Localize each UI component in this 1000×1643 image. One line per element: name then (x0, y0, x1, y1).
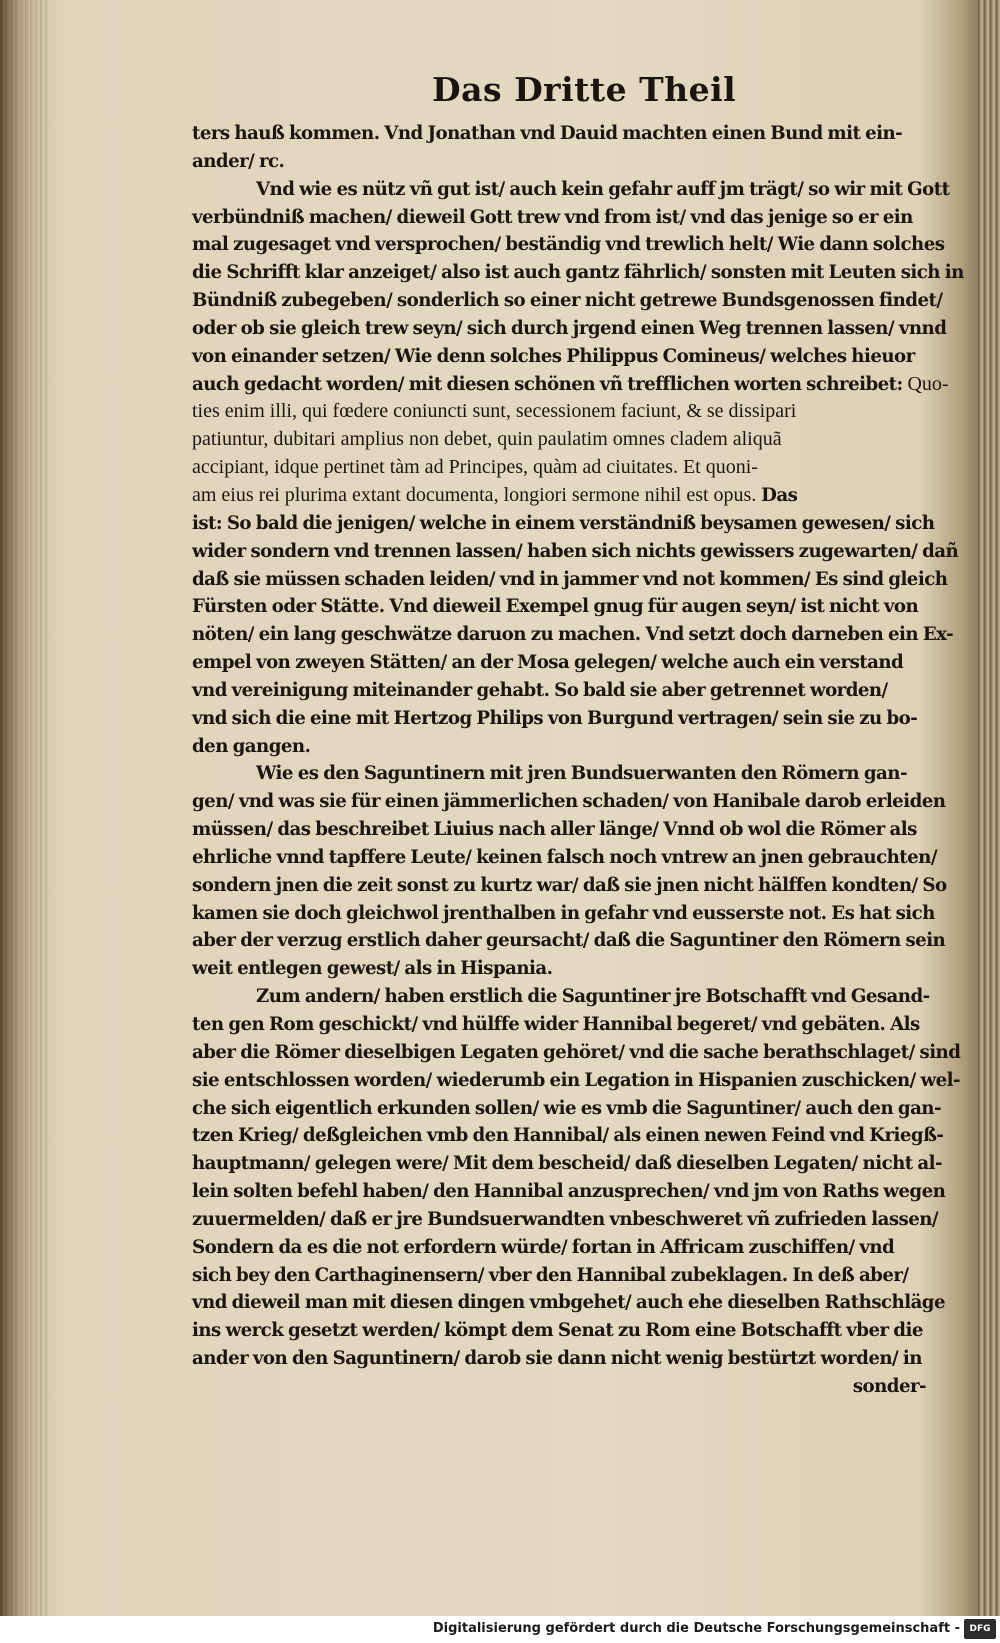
latin-text: accipiant, idque pertinet tàm ad Principes, quàm ad ciuitates. Et quoni- (192, 456, 758, 479)
fraktur-text: nöten/ ein lang geschwätze daruon zu machen. Vnd setzt doch darneben ein Ex- (192, 624, 954, 646)
text-line (192, 1178, 946, 1206)
fraktur-text: vnd dieweil man mit diesen dingen vmbgehet/ auch ehe dieselben Rathschläge (192, 1292, 945, 1314)
fraktur-text: wider sondern vnd trennen lassen/ haben sich nichts gewissers zugewarten/ dañ (192, 540, 959, 562)
text-line (192, 120, 926, 148)
text-line (192, 1345, 926, 1373)
text-line (192, 231, 945, 259)
text-line (192, 426, 926, 454)
fraktur-text: Sondern da es die not erfordern würde/ fortan in Affricam zuschiffen/ vnd (192, 1236, 895, 1258)
fraktur-text: auch gedacht worden/ mit diesen schönen vñ trefflichen worten schreibet: (192, 373, 903, 395)
text-line (192, 983, 930, 1011)
text-line (192, 1373, 926, 1401)
text-line (192, 955, 926, 983)
text-line (192, 566, 948, 594)
text-line (192, 1317, 926, 1345)
text-line (192, 760, 926, 788)
fraktur-text: ehrliche vnnd tapffere Leute/ keinen falsch noch vntrew an jnen gebrauchten/ (192, 846, 937, 868)
fraktur-text: lein solten befehl haben/ den Hannibal anzusprechen/ vnd jm von Raths wegen (192, 1181, 946, 1203)
text-line (192, 788, 946, 816)
fraktur-text: die Schrifft klar anzeiget/ also ist auch gantz fährlich/ sonsten mit Leuten sich in (192, 262, 964, 284)
text-line (192, 538, 959, 566)
fraktur-text: che sich eigentlich erkunden sollen/ wie es vmb die Saguntiner/ auch den gan- (192, 1097, 941, 1119)
fraktur-text: zuuermelden/ daß er jre Bundsuerwandten vnbeschweret vñ zufrieden lassen/ (192, 1208, 938, 1230)
text-line (192, 315, 947, 343)
text-line (192, 1206, 938, 1234)
latin-text: am eius rei plurima extant documenta, longiori sermone nihil est opus. (192, 483, 757, 506)
fraktur-text: sie entschlossen worden/ wiederumb ein Legation in Hispanien zuschicken/ wel- (192, 1069, 961, 1091)
latin-text: ties enim illi, qui fœdere coniuncti sunt, secessionem faciunt, & se dissipari (192, 400, 797, 423)
fraktur-text: müssen/ das beschreibet Liuius nach aller länge/ Vnnd ob wol die Römer als (192, 819, 917, 841)
fraktur-text: kamen sie doch gleichwol jrenthalben in gefahr vnd eusserste not. Es hat sich (192, 902, 935, 924)
fraktur-text: gen/ vnd was sie für einen jämmerlichen schaden/ von Hanibale darob erleiden (192, 791, 946, 813)
fraktur-text: ist: So bald die jenigen/ welche in einem verständniß beysamen gewesen/ sich (192, 512, 935, 534)
latin-text: Quo- (907, 372, 949, 395)
text-line (192, 649, 926, 677)
funding-credit: Digitalisierung gefördert durch die Deutsche Forschungsgemeinschaft - (432, 1621, 960, 1636)
fraktur-text: oder ob sie gleich trew seyn/ sich durch jrgend einen Weg trennen lassen/ vnnd (192, 317, 947, 339)
fraktur-text: vnd vereinigung miteinander gehabt. So bald sie aber getrennet worden/ (192, 679, 888, 701)
text-line (192, 1039, 961, 1067)
fraktur-text: tzen Krieg/ deßgleichen vmb den Hannibal/ als einen newen Feind vnd Kriegß- (192, 1125, 944, 1147)
fraktur-text: weit entlegen gewest/ als in Hispania. (192, 958, 553, 980)
fraktur-text: empel von zweyen Stätten/ an der Mosa gelegen/ welche auch ein verstand (192, 652, 904, 674)
running-head: Das Dritte Theil (432, 70, 737, 109)
text-line (192, 1011, 926, 1039)
text-line (192, 482, 926, 510)
fraktur-text: Bündniß zubegeben/ sonderlich so einer nicht getrewe Bundsgenossen findet/ (192, 290, 943, 312)
text-line (192, 1150, 943, 1178)
dfg-logo-text: DFG (969, 1624, 991, 1634)
text-line (192, 1262, 926, 1290)
fraktur-text: Wie es den Saguntinern mit jren Bundsuerwanten den Römern gan- (256, 763, 907, 785)
text-line (192, 621, 954, 649)
text-line (192, 1234, 926, 1262)
text-line (192, 844, 937, 872)
text-line (192, 176, 950, 204)
text-line (192, 287, 943, 315)
text-line (192, 510, 935, 538)
text-line (192, 816, 926, 844)
fraktur-text: sonder- (852, 1375, 926, 1397)
fraktur-text: daß sie müssen schaden leiden/ vnd in jammer vnd not kommen/ Es sind gleich (192, 568, 948, 590)
text-line (192, 204, 926, 232)
fraktur-text: Vnd wie es nütz vñ gut ist/ auch kein gefahr auff jm trägt/ so wir mit Gott (256, 178, 950, 200)
page-content (192, 70, 964, 1410)
fraktur-text: sondern jnen die zeit sonst zu kurtz war/ daß sie jnen nicht hälffen kondten/ So (192, 874, 947, 896)
text-line (192, 148, 926, 176)
fraktur-text: sich bey den Carthaginensern/ vber den Hannibal zubeklagen. In deß aber/ (192, 1264, 909, 1286)
fraktur-text: ander/ rc. (192, 150, 285, 172)
fraktur-text: aber die Römer dieselbigen Legaten gehöret/ vnd die sache berathschlaget/ sind (192, 1041, 961, 1063)
text-line (192, 1122, 944, 1150)
binding-gutter (0, 0, 48, 1616)
fraktur-text: von einander setzen/ Wie denn solches Philippus Comineus/ welches hieuor (192, 345, 915, 367)
fraktur-text: Zum andern/ haben erstlich die Saguntiner jre Botschafft vnd Gesand- (256, 986, 930, 1008)
text-line (192, 398, 926, 426)
fraktur-text: mal zugesaget vnd versprochen/ beständig vnd trewlich helt/ Wie dann solches (192, 234, 945, 256)
fraktur-text: den gangen. (192, 735, 311, 757)
fraktur-text: ander von den Saguntinern/ darob sie dann nicht wenig bestürtzt worden/ in (192, 1348, 922, 1370)
fraktur-text: vnd sich die eine mit Hertzog Philips von Burgund vertragen/ sein sie zu bo- (192, 707, 918, 729)
text-line (192, 733, 926, 761)
page-edges (978, 0, 1000, 1616)
text-line (192, 343, 926, 371)
text-line (192, 259, 964, 287)
footer-bar (0, 1616, 1000, 1643)
text-line (192, 1067, 961, 1095)
text-line (192, 872, 947, 900)
fraktur-text: aber der verzug erstlich daher geursacht/ daß die Saguntiner den Römern sein (192, 930, 946, 952)
fraktur-text: ters hauß kommen. Vnd Jonathan vnd Dauid machten einen Bund mit ein- (192, 123, 903, 144)
text-line (192, 1289, 945, 1317)
latin-text: patiuntur, dubitari amplius non debet, quin paulatim omnes cladem aliquã (192, 428, 782, 451)
fraktur-text: ten gen Rom geschickt/ vnd hülffe wider Hannibal begeret/ vnd gebäten. Als (192, 1014, 920, 1035)
body-text (192, 120, 964, 1401)
text-line (192, 705, 926, 733)
text-line (192, 677, 926, 705)
text-line (192, 900, 935, 928)
text-line (192, 927, 946, 955)
text-line (192, 454, 926, 482)
fraktur-text: Das (761, 484, 798, 506)
fraktur-text: verbündniß machen/ dieweil Gott trew vnd from ist/ vnd das jenige so er ein (192, 206, 913, 228)
text-line (192, 593, 926, 621)
fraktur-text: Fürsten oder Stätte. Vnd dieweil Exempel gnug für augen seyn/ ist nicht von (192, 596, 919, 618)
text-line (192, 371, 949, 399)
fraktur-text: hauptmann/ gelegen were/ Mit dem bescheid/ daß dieselben Legaten/ nicht al- (192, 1153, 943, 1175)
dfg-logo-icon (964, 1619, 996, 1639)
fraktur-text: ins werck gesetzt werden/ kömpt dem Senat zu Rom eine Botschafft vber die (192, 1320, 923, 1342)
text-line (192, 1095, 941, 1123)
